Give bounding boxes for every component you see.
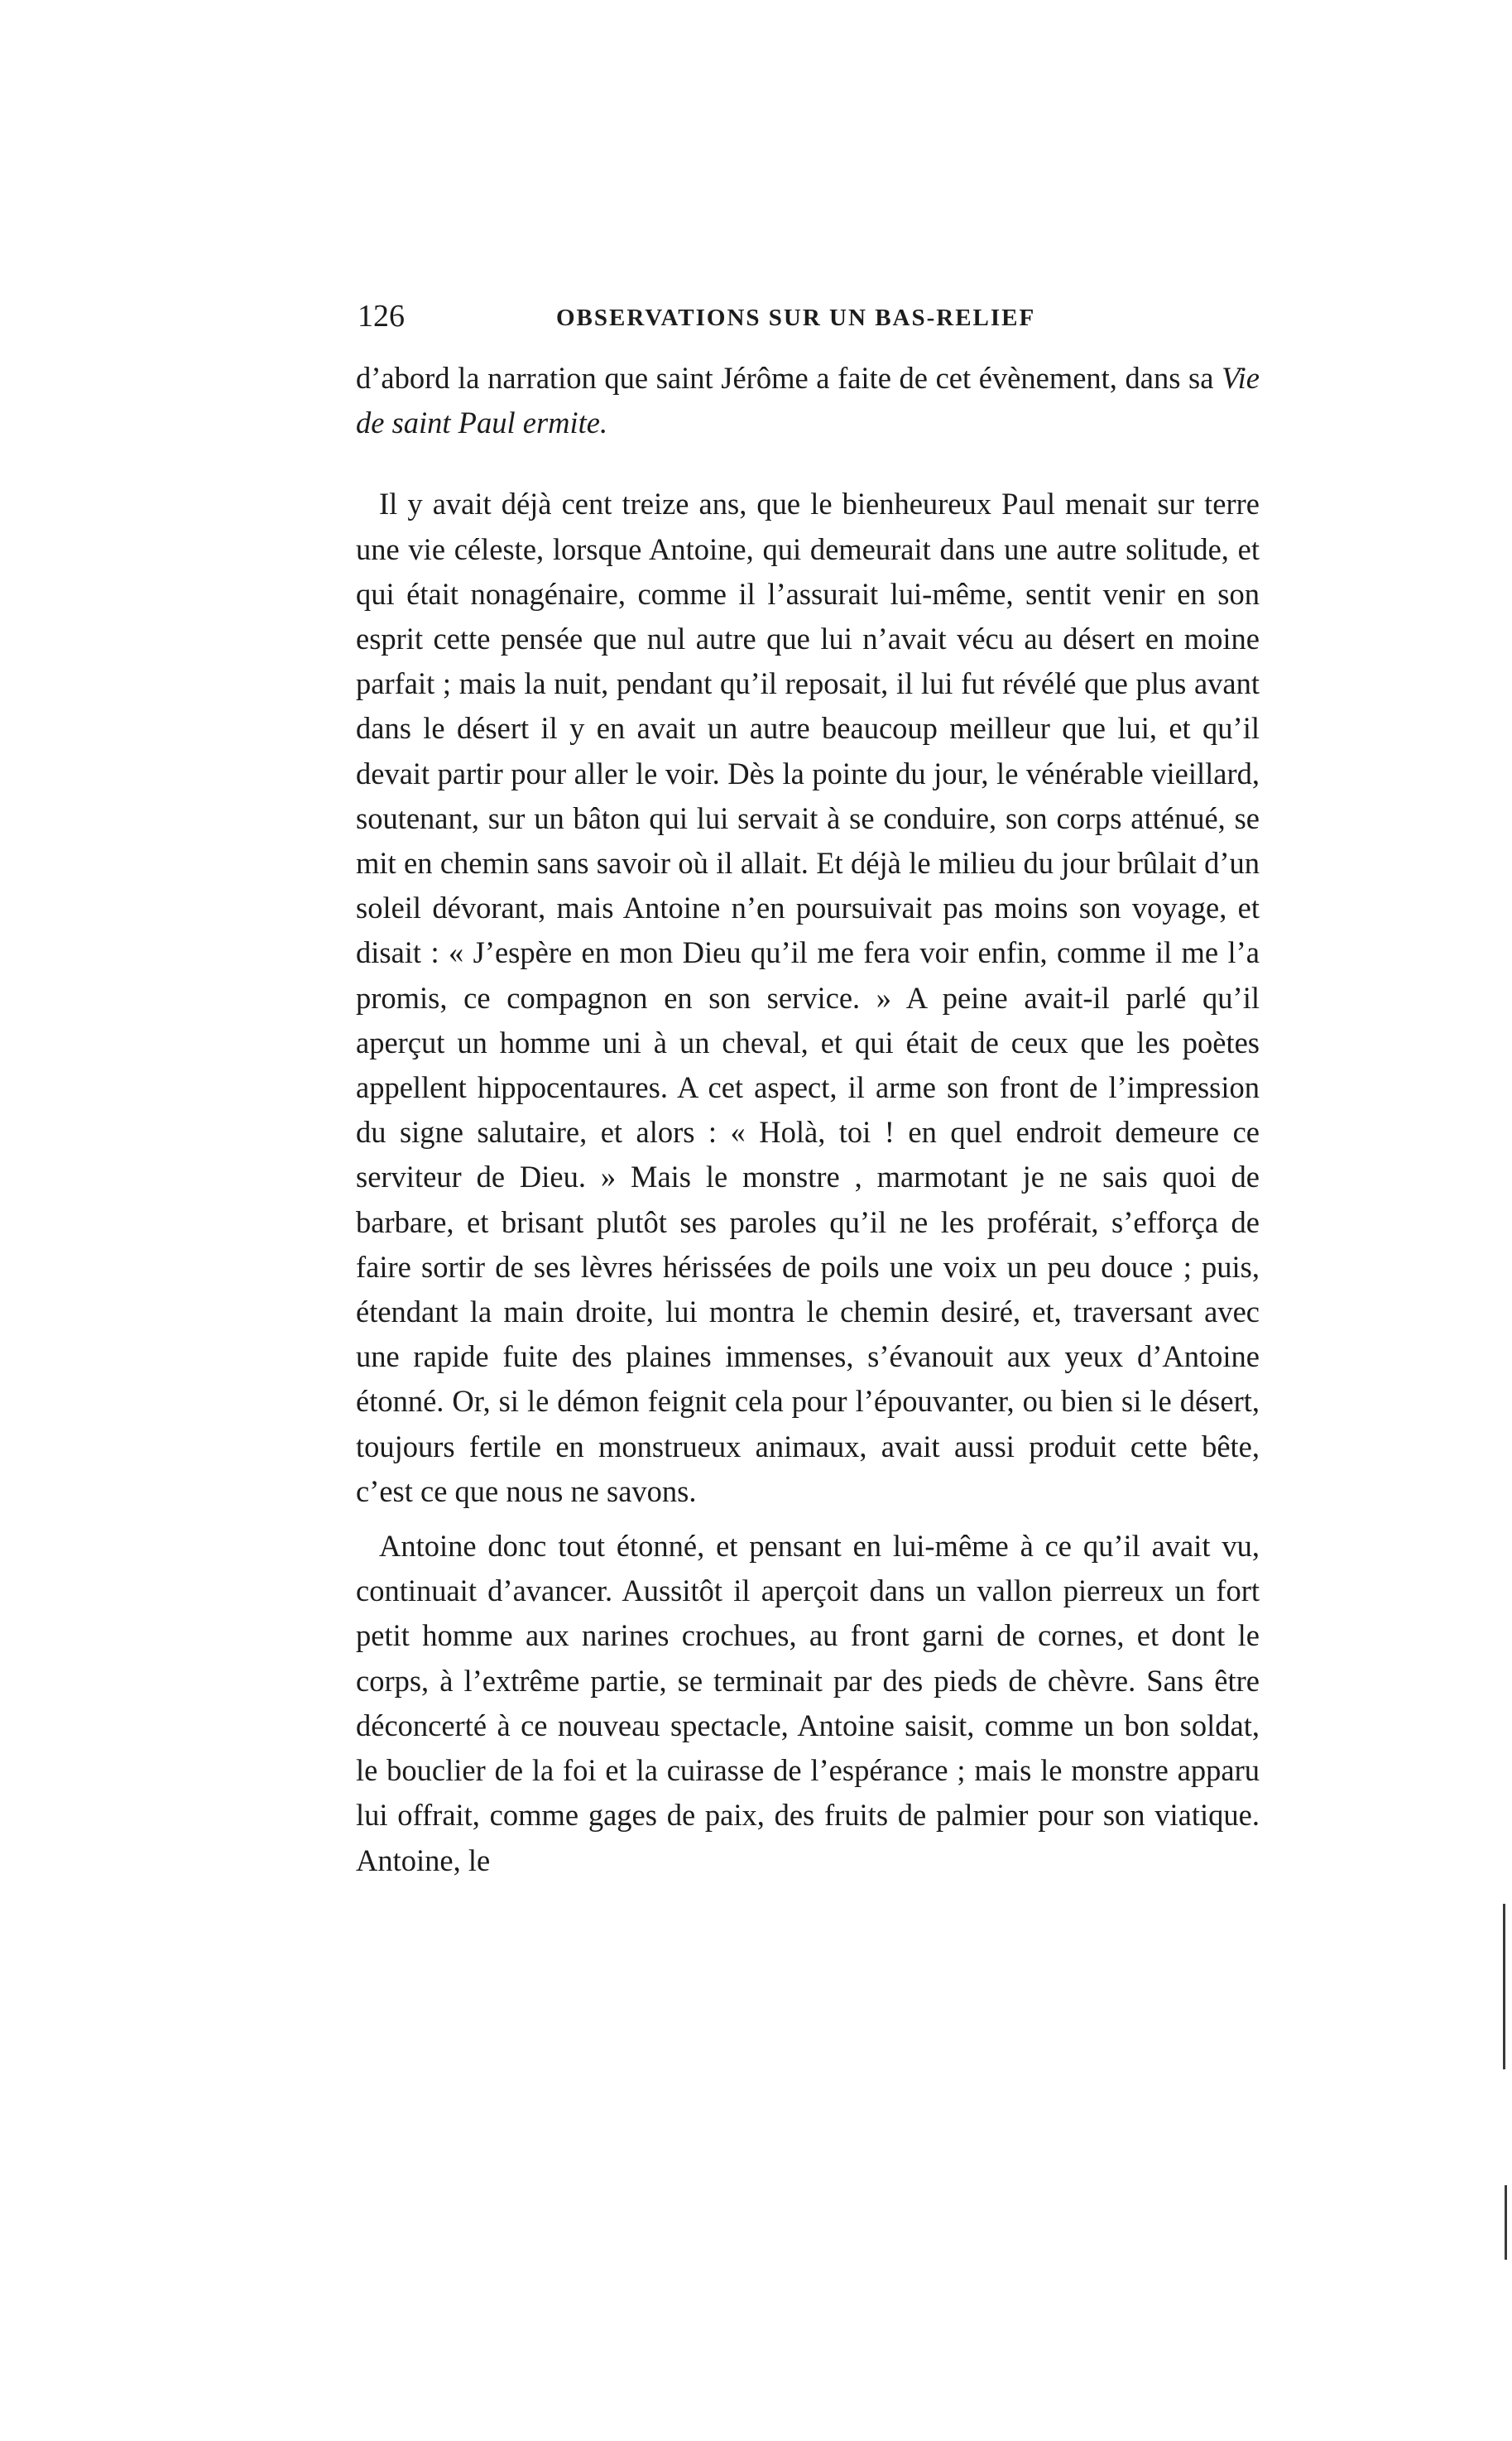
- page-number: 126: [358, 299, 405, 334]
- paragraph-1: Il y avait déjà cent treize ans, que le bienheureux Paul menait sur terre une vie céleste, lorsque Antoine, qui demeurait dans une autre solitude, et qui était nonagénaire, comme il l’assurait lui-même, sentit venir en son esprit cette pensée que nul autre que lui n’avait vécu au désert en moine parfait ; mais la nuit, pendant qu’il reposait, il lui fut révélé que plus avant dans le désert il y en avait un autre beaucoup meilleur que lui, et qu’il devait partir pour aller le voir. Dès la pointe du jour, le vénérable vieillard, soutenant, sur un bâton qui lui servait à se conduire, son corps atténué, se mit en chemin sans savoir où il allait. Et déjà le milieu du jour brûlait d’un soleil dévorant, mais Antoine n’en poursuivait pas moins son voyage, et disait : « J’espère en mon Dieu qu’il me fera voir enfin, comme il me l’a promis, ce compagnon en son service. » A peine avait-il parlé qu’il aperçut un homme uni à un cheval, et qui était de ceux que les poètes appellent hippocentaures. A cet aspect, il arme son front de l’impression du signe salutaire, et alors : « Holà, toi ! en quel endroit demeure ce serviteur de Dieu. » Mais le monstre , marmotant je ne sais quoi de barbare, et brisant plutôt ses paroles qu’il ne les proférait, s’efforça de faire sortir de ses lèvres hérissées de poils une voix un peu douce ; puis, étendant la main droite, lui montra le chemin desiré, et, traversant avec une rapide fuite des plaines immenses, s’évanouit aux yeux d’Antoine étonné. Or, si le démon feignit cela pour l’épouvanter, ou bien si le désert, toujours fertile en monstrueux animaux, avait aussi produit cette bête, c’est ce que nous ne savons.: [356, 487, 1260, 1508]
- body-text: [356, 356, 1260, 1883]
- intro-text: d’abord la narration que saint Jérôme a faite de cet évènement, dans sa: [356, 361, 1222, 395]
- intro-paragraph: [356, 356, 1260, 445]
- scan-edge-mark: [1505, 2185, 1507, 2260]
- intro-italic-title: Vie de saint Paul ermite.: [356, 361, 1260, 440]
- running-head: [358, 291, 1256, 341]
- paragraph-2: Antoine donc tout étonné, et pensant en lui-même à ce qu’il avait vu, continuait d’avancer. Aussitôt il aperçoit dans un vallon pierreux un fort petit homme aux narines crochues, au front garni de cornes, et dont le corps, à l’extrême partie, se terminait par des pieds de chèvre. Sans être déconcerté à ce nouveau spectacle, Antoine saisit, comme un bon soldat, le bouclier de la foi et la cuirasse de l’espérance ; mais le monstre apparu lui offrait, comme gages de paix, des fruits de palmier pour son viatique. Antoine, le: [356, 1529, 1260, 1877]
- scan-edge-mark: [1503, 1904, 1505, 2069]
- running-title: OBSERVATIONS SUR UN BAS-RELIEF: [556, 305, 1036, 331]
